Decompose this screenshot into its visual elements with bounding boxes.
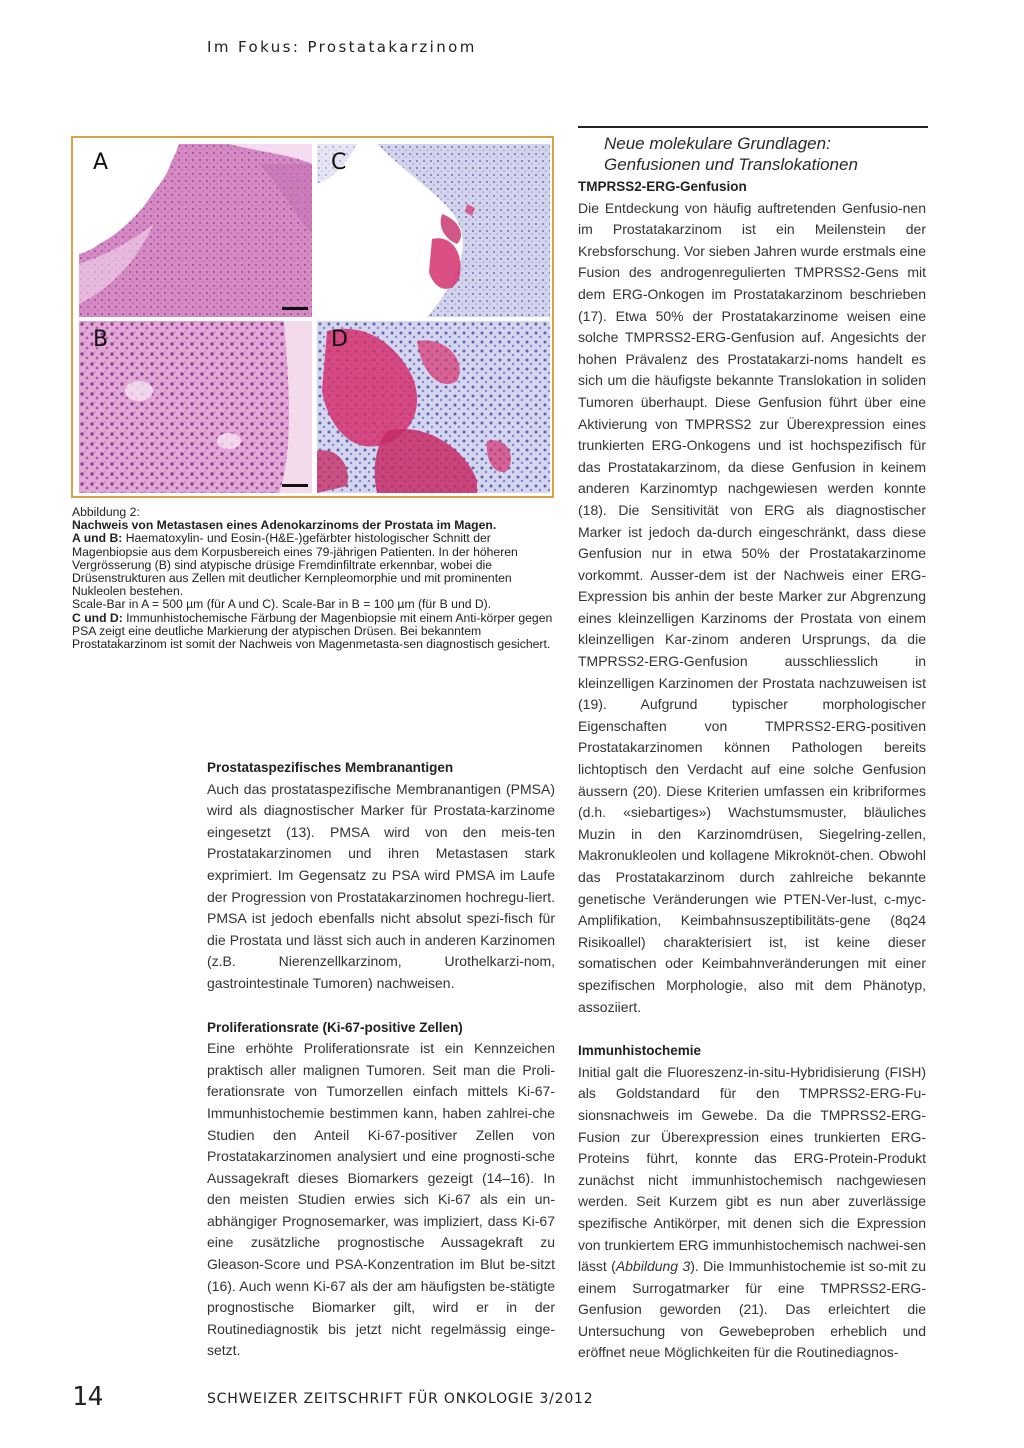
- panel-d-label: D: [331, 327, 348, 352]
- panel-b-image: [79, 321, 312, 493]
- heading-ki67: Proliferationsrate (Ki-67-positive Zellen): [207, 1019, 463, 1035]
- panel-a-image: [79, 144, 312, 317]
- figure-caption: [72, 506, 558, 651]
- panel-c-label: C: [331, 150, 347, 175]
- paragraph-ki67: Eine erhöhte Proliferationsrate ist ein Kennzeichen praktisch aller malignen Tumoren. Seit man die Proli-ferationsrate von Tumorzellen einfach mittels Ki-67-Immunhistochemie bestimmen kann, haben zahlrei-che Studien den Anteil Ki-67-positiver Zellen von Prostatakarzinomen analysiert und eine prognosti-sche Aussagekraft dieses Biomarkers gezeigt (14–16). In den meisten Studien erwies sich Ki-67 als ein un-abhängiger Prognosemarker, was impliziert, dass Ki-67 eine zusätzliche prognostische Aussagekraft zu Gleason-Score und PSA-Konzentration im Blut be-sitzt (16). Auch wenn Ki-67 als der am häufigsten be-stätigte prognostische Biomarker gilt, wird er in der Routinediagnostik bis jetzt nicht regelmässig einge-setzt.: [207, 1040, 555, 1359]
- page-number: 14: [72, 1382, 104, 1412]
- running-header: Im Fokus: Prostatakarzinom: [207, 38, 477, 56]
- journal-title: SCHWEIZER ZEITSCHRIFT FÜR ONKOLOGIE 3/2012: [207, 1391, 594, 1407]
- paragraph-tmprss2: Die Entdeckung von häufig auftretenden Genfusio-nen im Prostatakarzinom ist ein Meilenstein der Krebsforschung. Vor sieben Jahren wurde erstmals eine Fusion des androgenregulierten TMPRSS2-Gens mit dem ERG-Onkogen im Prostatakarzinom beschrieben (17). Etwa 50% der Prostatakarzinome weisen eine solche TMPRSS2-ERG-Genfusion auf. Angesichts der hohen Prävalenz des Prostatakarzi-noms handelt es sich um die häufigste bekannte Translokation in soliden Tumoren überhaupt. Diese Genfusion führt über eine Aktivierung von TMPRSS2 zur Überexpression eines trunkierten ERG-Onkogens und ist hochspezifisch für das Prostatakarzinom, da diese Genfusion in keinem anderen Karzinomtyp nachgewiesen werden konnte (18). Die Sensitivität von ERG als diagnostischer Marker ist jedoch da-durch eingeschränkt, dass diese Genfusion nur in etwa 50% der Prostatakarzinome vorkommt. Ausser-dem ist der Nachweis einer ERG-Expression bis anhin der beste Marker zur Abgrenzung eines kleinzelligen Karzinoms der Prostata von einem kleinzelligen Kar-zinom anderen Ursprungs, da die TMPRSS2-ERG-Genfusion ausschliesslich in kleinzelligen Karzinomen der Prostata nachzuweisen ist (19). Aufgrund typischer morphologischer Eigenschaften von TMPRSS2-ERG-positiven Prostatakarzinomen können Pathologen bereits lichtoptisch den Verdacht auf eine solche Genfusion äussern (20). Diese Kriterien umfassen ein kribriformes (d.h. «siebartiges») Wachstumsmuster, bläuliches Muzin in den Karzinomdrüsen, Siegelring-zellen, Makronukleolen und kollagene Mikroknöt-chen. Obwohl das Prostatakarzinom durch zahlreiche bekannte genetische Veränderungen wie PTEN-Ver-lust, c-myc-Amplifikation, Keimbahnsuszeptibilitäts-gene (8q24 Risikoallel) charakterisiert ist, ist keine dieser somatischen oder Keimbahnveränderungen mit einer spezifischen Morphologie, also mit dem Phänotyp, assoziiert.: [578, 199, 926, 1015]
- paragraph-pmsa: Auch das prostataspezifische Membranantigen (PMSA) wird als diagnostischer Marker für Prostata-karzinome eingesetzt (13). PMSA wird von den meis-ten Prostatakarzinomen und ihren Metastasen stark exprimiert. Im Gegensatz zu PSA wird PMSA im Laufe der Progression von Prostatakarzinomen hochregu-liert. PMSA ist jedoch ebenfalls nicht absolut spezi-fisch für die Prostata und lässt sich auch in anderen Karzinomen (z.B. Nierenzellkarzinom, Urothelkarzi-nom, gastrointestinale Tumoren) nachweisen.: [207, 780, 555, 991]
- panel-c-image: [317, 144, 550, 317]
- middle-column: [207, 757, 555, 1362]
- section-rule: [578, 126, 928, 128]
- panel-d-image: [317, 321, 550, 493]
- figure-2: [71, 136, 554, 498]
- figure-reference-link: Abbildung 3: [615, 1258, 691, 1275]
- paragraph-immunhistochemie: Initial galt die Fluoreszenz-in-situ-Hybridisierung (FISH) als Goldstandard für den TMPRSS2-ERG-Fu-sionsnachweis im Gewebe. Da die TMPRSS2-ERG-Fusion zur Überexpression eines trunkierten ERG-Proteins führt, konnte das ERG-Protein-Produkt zunächst nicht immunhistochemisch nachgewiesen werden. Seit Kurzem gibt es nun aber zuverlässige spezifische Antikörper, mit denen sich die Expression von trunkiertem ERG immunhistochemisch nachwei-sen lässt (Abbildung 3). Die Immunhistochemie ist so-mit zu einem Surrogatmarker für eine TMPRSS2-ERG-Genfusion geworden (21). Das erleichtert die Untersuchung von Gewebeproben erheblich und eröffnet neue Möglichkeiten für die Routinediagnos-: [578, 1063, 926, 1361]
- section-title: Neue molekulare Grundlagen: Genfusionen und Translokationen: [604, 134, 858, 174]
- caption-ab: A und B: Haematoxylin- und Eosin-(H&E-)gefärbter histologischer Schnitt der Magenbiopsie aus dem Korpusbereich eines 79-jährigen Patienten. In der höheren Vergrösserung (B) sind atypische drüsige Fremdinfiltrate erkennbar, wobei die Drüsenstrukturen aus Zellen mit deutlicher Kernpleomorphie und mit prominenten Nukleolen bestehen.: [72, 531, 518, 599]
- heading-tmprss2: TMPRSS2-ERG-Genfusion: [578, 179, 747, 194]
- caption-cd: C und D: Immunhistochemische Färbung der Magenbiopsie mit einem Anti-körper gegen PSA zeigt eine deutliche Markierung der atypischen Drüsen. Bei bekanntem Prostatakarzinom ist somit der Nachweis von Magenmetasta-sen diagnostisch gesichert.: [72, 610, 553, 652]
- right-column: [578, 176, 926, 1364]
- caption-figure-number: Abbildung 2:: [72, 505, 140, 519]
- heading-immunhistochemie: Immunhistochemie: [578, 1043, 702, 1059]
- panel-a-label: A: [93, 150, 109, 175]
- caption-title: Nachweis von Metastasen eines Adenokarzinoms der Prostata im Magen.: [72, 518, 497, 533]
- heading-pmsa: Prostataspezifisches Membranantigen: [207, 760, 454, 775]
- scale-bar-a: [282, 307, 308, 310]
- panel-b-label: B: [93, 327, 109, 352]
- scale-bar-b: [282, 484, 308, 487]
- caption-scale: Scale-Bar in A = 500 µm (für A und C). Scale-Bar in B = 100 µm (für B und D).: [72, 597, 492, 612]
